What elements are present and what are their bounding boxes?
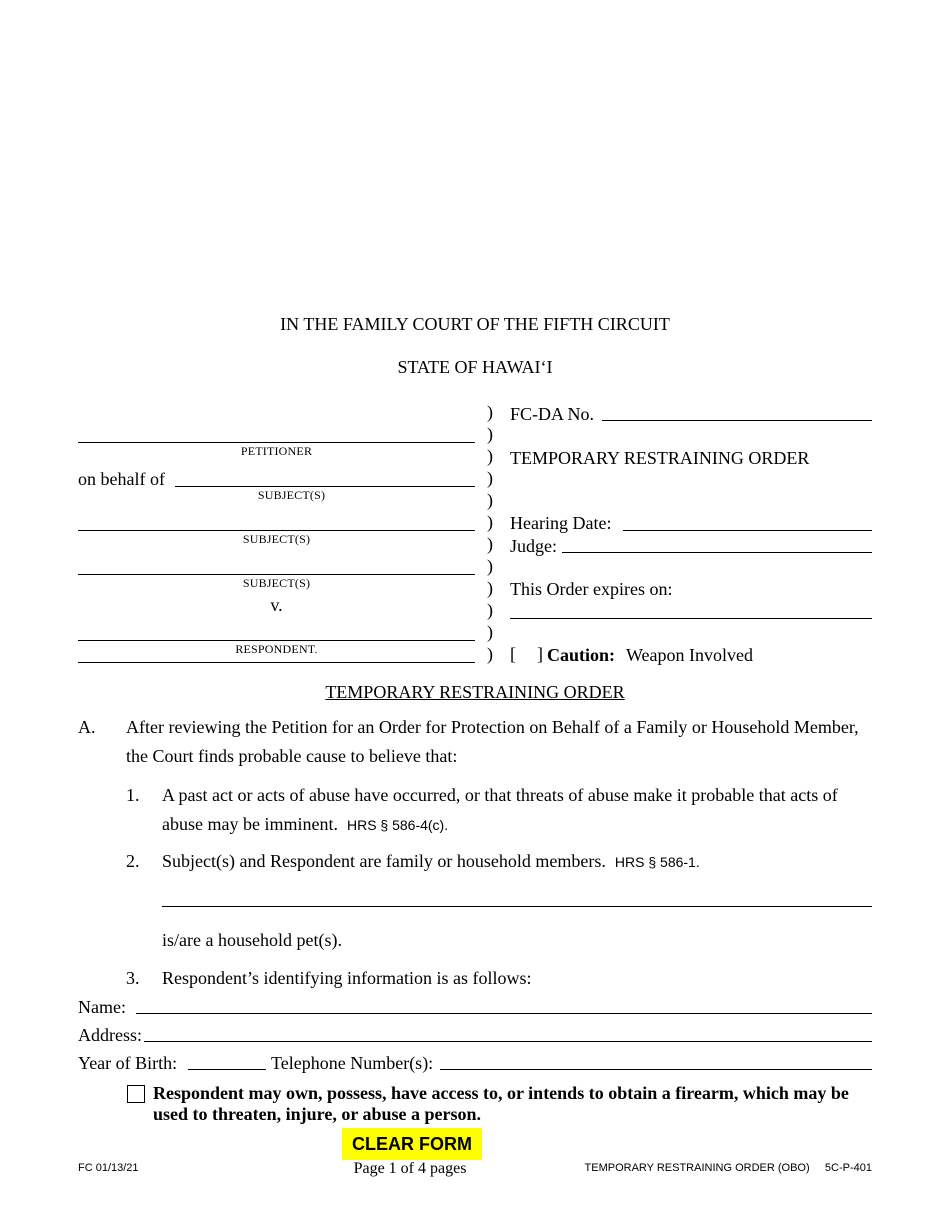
pets-text: is/are a household pet(s). <box>162 930 342 950</box>
caption-paren: ) <box>487 490 493 510</box>
petitioner-input[interactable] <box>80 421 473 441</box>
pets-line <box>162 906 872 907</box>
caution-label: Caution: <box>547 645 616 665</box>
caption-paren: ) <box>487 644 493 664</box>
section-title: TEMPORARY RESTRAINING ORDER <box>325 682 625 702</box>
form-code: FC 01/13/21 <box>78 1162 139 1174</box>
item-1-line-2-text: abuse may be imminent. <box>162 814 338 834</box>
state-title: STATE OF HAWAI‘I <box>397 357 553 377</box>
hearing-date-label: Hearing Date: <box>510 513 612 533</box>
item-1-line-1: A past act or acts of abuse have occurred, or that threats of abuse make it probable that acts of <box>162 785 838 805</box>
page-info: Page 1 of 4 pages <box>353 1160 467 1177</box>
pets-input[interactable] <box>164 885 870 905</box>
firearm-text-line-2: used to threaten, injure, or abuse a person. <box>153 1104 482 1124</box>
firearm-text-line-1: Respondent may own, possess, have access to, or intends to obtain a firearm, which may be <box>153 1083 849 1103</box>
clear-form-button[interactable]: CLEAR FORM <box>342 1128 482 1160</box>
caption-paren: ) <box>487 512 493 532</box>
item-2-text: Subject(s) and Respondent are family or household members. <box>162 851 606 871</box>
telephone-input[interactable] <box>442 1048 870 1068</box>
expires-label: This Order expires on: <box>510 579 673 599</box>
year-of-birth-line <box>188 1069 266 1070</box>
caption-paren: ) <box>487 534 493 554</box>
paragraph-a-line-2: the Court finds probable cause to believe that: <box>126 746 458 766</box>
form-title-footer: TEMPORARY RESTRAINING ORDER (OBO) 5C-P-401 <box>584 1162 872 1174</box>
name-input[interactable] <box>138 992 870 1012</box>
court-title: IN THE FAMILY COURT OF THE FIFTH CIRCUIT <box>280 314 670 334</box>
on-behalf-of-label: on behalf of <box>78 469 165 489</box>
year-of-birth-label: Year of Birth: <box>78 1053 178 1073</box>
respondent-line-1 <box>78 640 475 641</box>
caption-paren: ) <box>487 402 493 422</box>
subject-input-2[interactable] <box>80 509 473 529</box>
item-1-line-2 <box>162 814 448 835</box>
expires-input[interactable] <box>512 597 870 617</box>
name-line <box>136 1013 872 1014</box>
judge-line <box>562 552 872 553</box>
item-1-marker: 1. <box>126 785 140 805</box>
petitioner-line <box>78 442 475 443</box>
subject-input-3[interactable] <box>80 553 473 573</box>
year-of-birth-input[interactable] <box>190 1048 264 1068</box>
address-label: Address: <box>78 1025 142 1045</box>
paragraph-a-marker: A. <box>78 717 96 737</box>
caption-paren: ) <box>487 578 493 598</box>
item-2-marker: 2. <box>126 851 140 871</box>
case-no-label: FC-DA No. <box>510 404 595 424</box>
caption-paren: ) <box>487 600 493 620</box>
caption-paren: ) <box>487 622 493 642</box>
address-input[interactable] <box>146 1020 870 1040</box>
versus-text: v. <box>270 595 283 615</box>
respondent-label: RESPONDENT. <box>235 642 318 656</box>
case-no-line <box>602 420 872 421</box>
case-no-input[interactable] <box>604 399 870 419</box>
petitioner-label: PETITIONER <box>240 444 313 458</box>
caution-bracket-open: [ <box>510 644 516 664</box>
item-2-hrs-citation: HRS § 586-1. <box>614 854 700 870</box>
item-1-hrs-citation: HRS § 586-4(c). <box>346 817 449 833</box>
item-2-line <box>162 851 700 872</box>
address-line <box>144 1041 872 1042</box>
caption-paren: ) <box>487 446 493 466</box>
paragraph-a-line-1: After reviewing the Petition for an Order for Protection on Behalf of a Family or Household Member, <box>126 717 859 737</box>
caption-paren: ) <box>487 468 493 488</box>
judge-input[interactable] <box>564 531 870 551</box>
respondent-line-2 <box>78 662 475 663</box>
caution-bracket-close: ] <box>537 644 543 664</box>
judge-label: Judge: <box>510 536 557 556</box>
telephone-label: Telephone Number(s): <box>271 1053 434 1073</box>
subject-label-2: SUBJECT(S) <box>242 532 311 546</box>
subject-line-3 <box>78 574 475 575</box>
document-title: TEMPORARY RESTRAINING ORDER <box>510 448 810 468</box>
hearing-date-input[interactable] <box>625 509 870 529</box>
firearm-checkbox[interactable] <box>127 1085 145 1103</box>
item-3-marker: 3. <box>126 968 140 988</box>
subject-label-3: SUBJECT(S) <box>242 576 311 590</box>
telephone-line <box>440 1069 872 1070</box>
subject-line-2 <box>78 530 475 531</box>
respondent-input[interactable] <box>80 619 473 639</box>
name-label: Name: <box>78 997 126 1017</box>
subject-label-1: SUBJECT(S) <box>257 488 326 502</box>
caution-text: Weapon Involved <box>626 645 754 665</box>
subject-input-1[interactable] <box>177 465 473 485</box>
expires-line <box>510 618 872 619</box>
subject-line-1 <box>175 486 475 487</box>
caption-paren: ) <box>487 556 493 576</box>
caption-paren: ) <box>487 424 493 444</box>
item-3-text: Respondent’s identifying information is as follows: <box>162 968 532 988</box>
